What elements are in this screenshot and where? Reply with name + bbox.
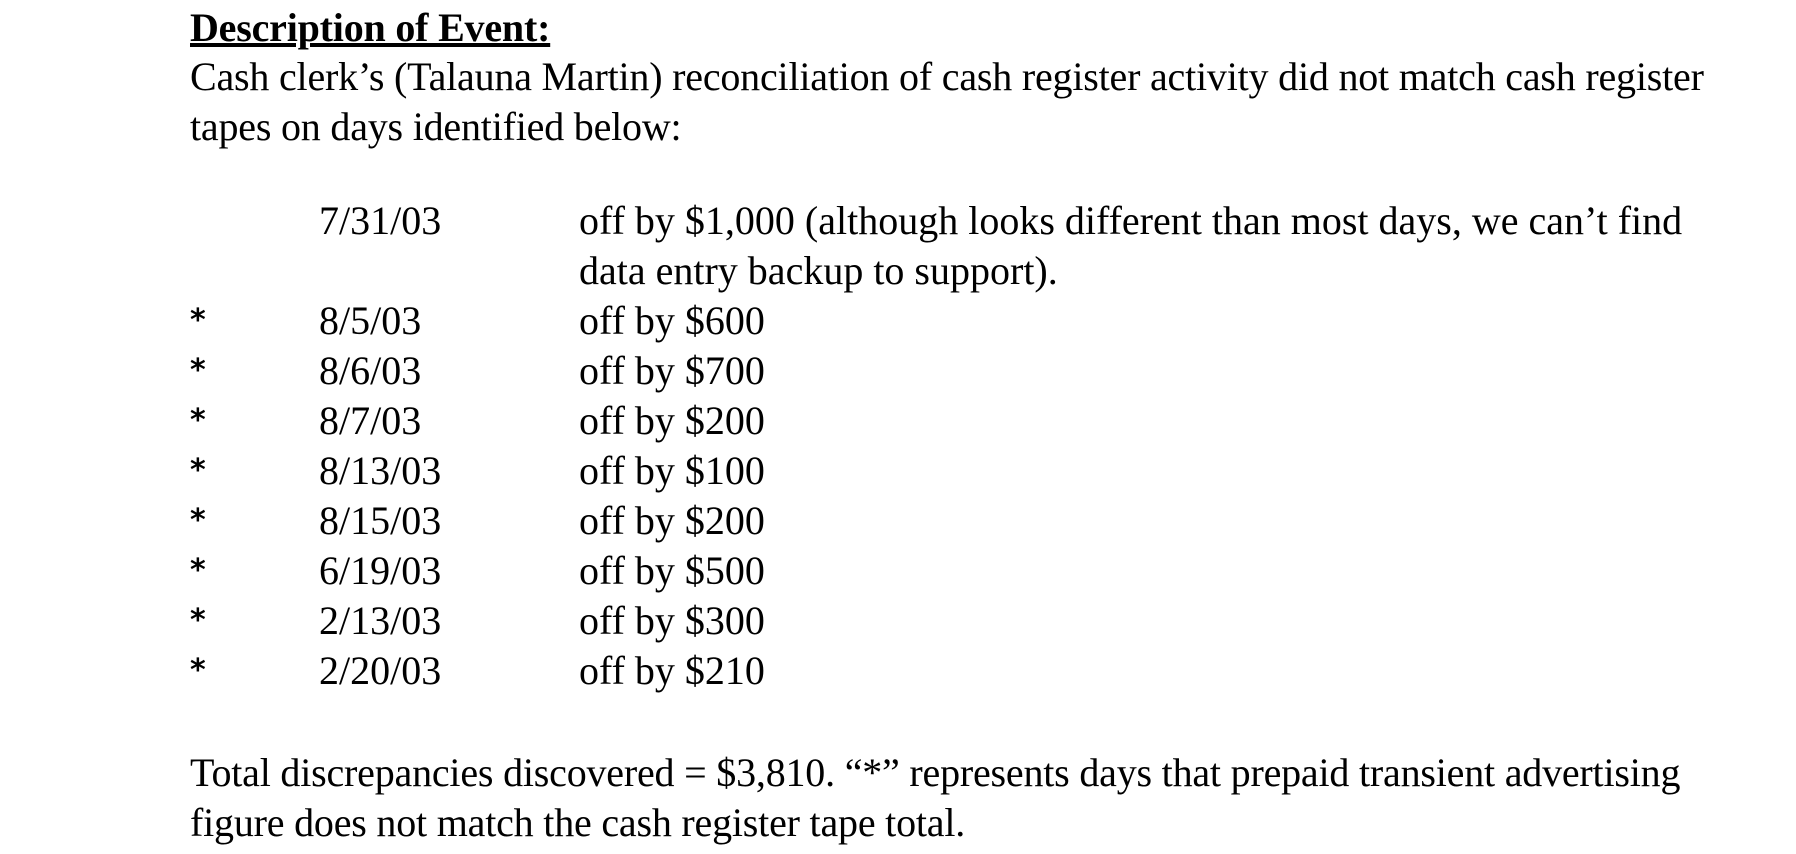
row-description: off by $300 [579,598,765,643]
row-date: 2/20/03 [319,648,442,693]
list-item [190,496,1770,546]
row-description: off by $600 [579,298,765,343]
intro-paragraph: Cash clerk’s (Talauna Martin) reconciliation of cash register activity did not match cash register tapes on days identified below: [190,54,1704,149]
row-description: off by $1,000 (although looks different than most days, we can’t find data entry backup to support). [579,198,1683,293]
list-item [190,196,1770,296]
discrepancy-list [190,196,1770,696]
row-date: 8/6/03 [319,348,422,393]
row-date: 8/5/03 [319,298,422,343]
row-date: 2/13/03 [319,598,442,643]
list-item [190,296,1770,346]
asterisk-marker: * [190,603,206,638]
row-description: off by $200 [579,498,765,543]
list-item [190,546,1770,596]
row-description: off by $100 [579,448,765,493]
row-description: off by $700 [579,348,765,393]
asterisk-marker: * [190,403,206,438]
list-item [190,646,1770,696]
asterisk-marker: * [190,653,206,688]
asterisk-marker: * [190,553,206,588]
row-date: 6/19/03 [319,548,442,593]
row-date: 8/15/03 [319,498,442,543]
row-description: off by $210 [579,648,765,693]
list-item [190,396,1770,446]
document-body [190,0,1770,845]
asterisk-marker: * [190,303,206,338]
total-paragraph: Total discrepancies discovered = $3,810. “*” represents days that prepaid transient advertising figure does not match the cash register tape total. [190,750,1681,845]
list-item [190,446,1770,496]
row-date: 7/31/03 [319,198,442,243]
row-date: 8/13/03 [319,448,442,493]
row-date: 8/7/03 [319,398,422,443]
row-description: off by $200 [579,398,765,443]
asterisk-marker: * [190,453,206,488]
list-item [190,346,1770,396]
row-description: off by $500 [579,548,765,593]
section-heading: Description of Event: [190,5,551,50]
list-item [190,596,1770,646]
asterisk-marker: * [190,503,206,538]
asterisk-marker: * [190,353,206,388]
